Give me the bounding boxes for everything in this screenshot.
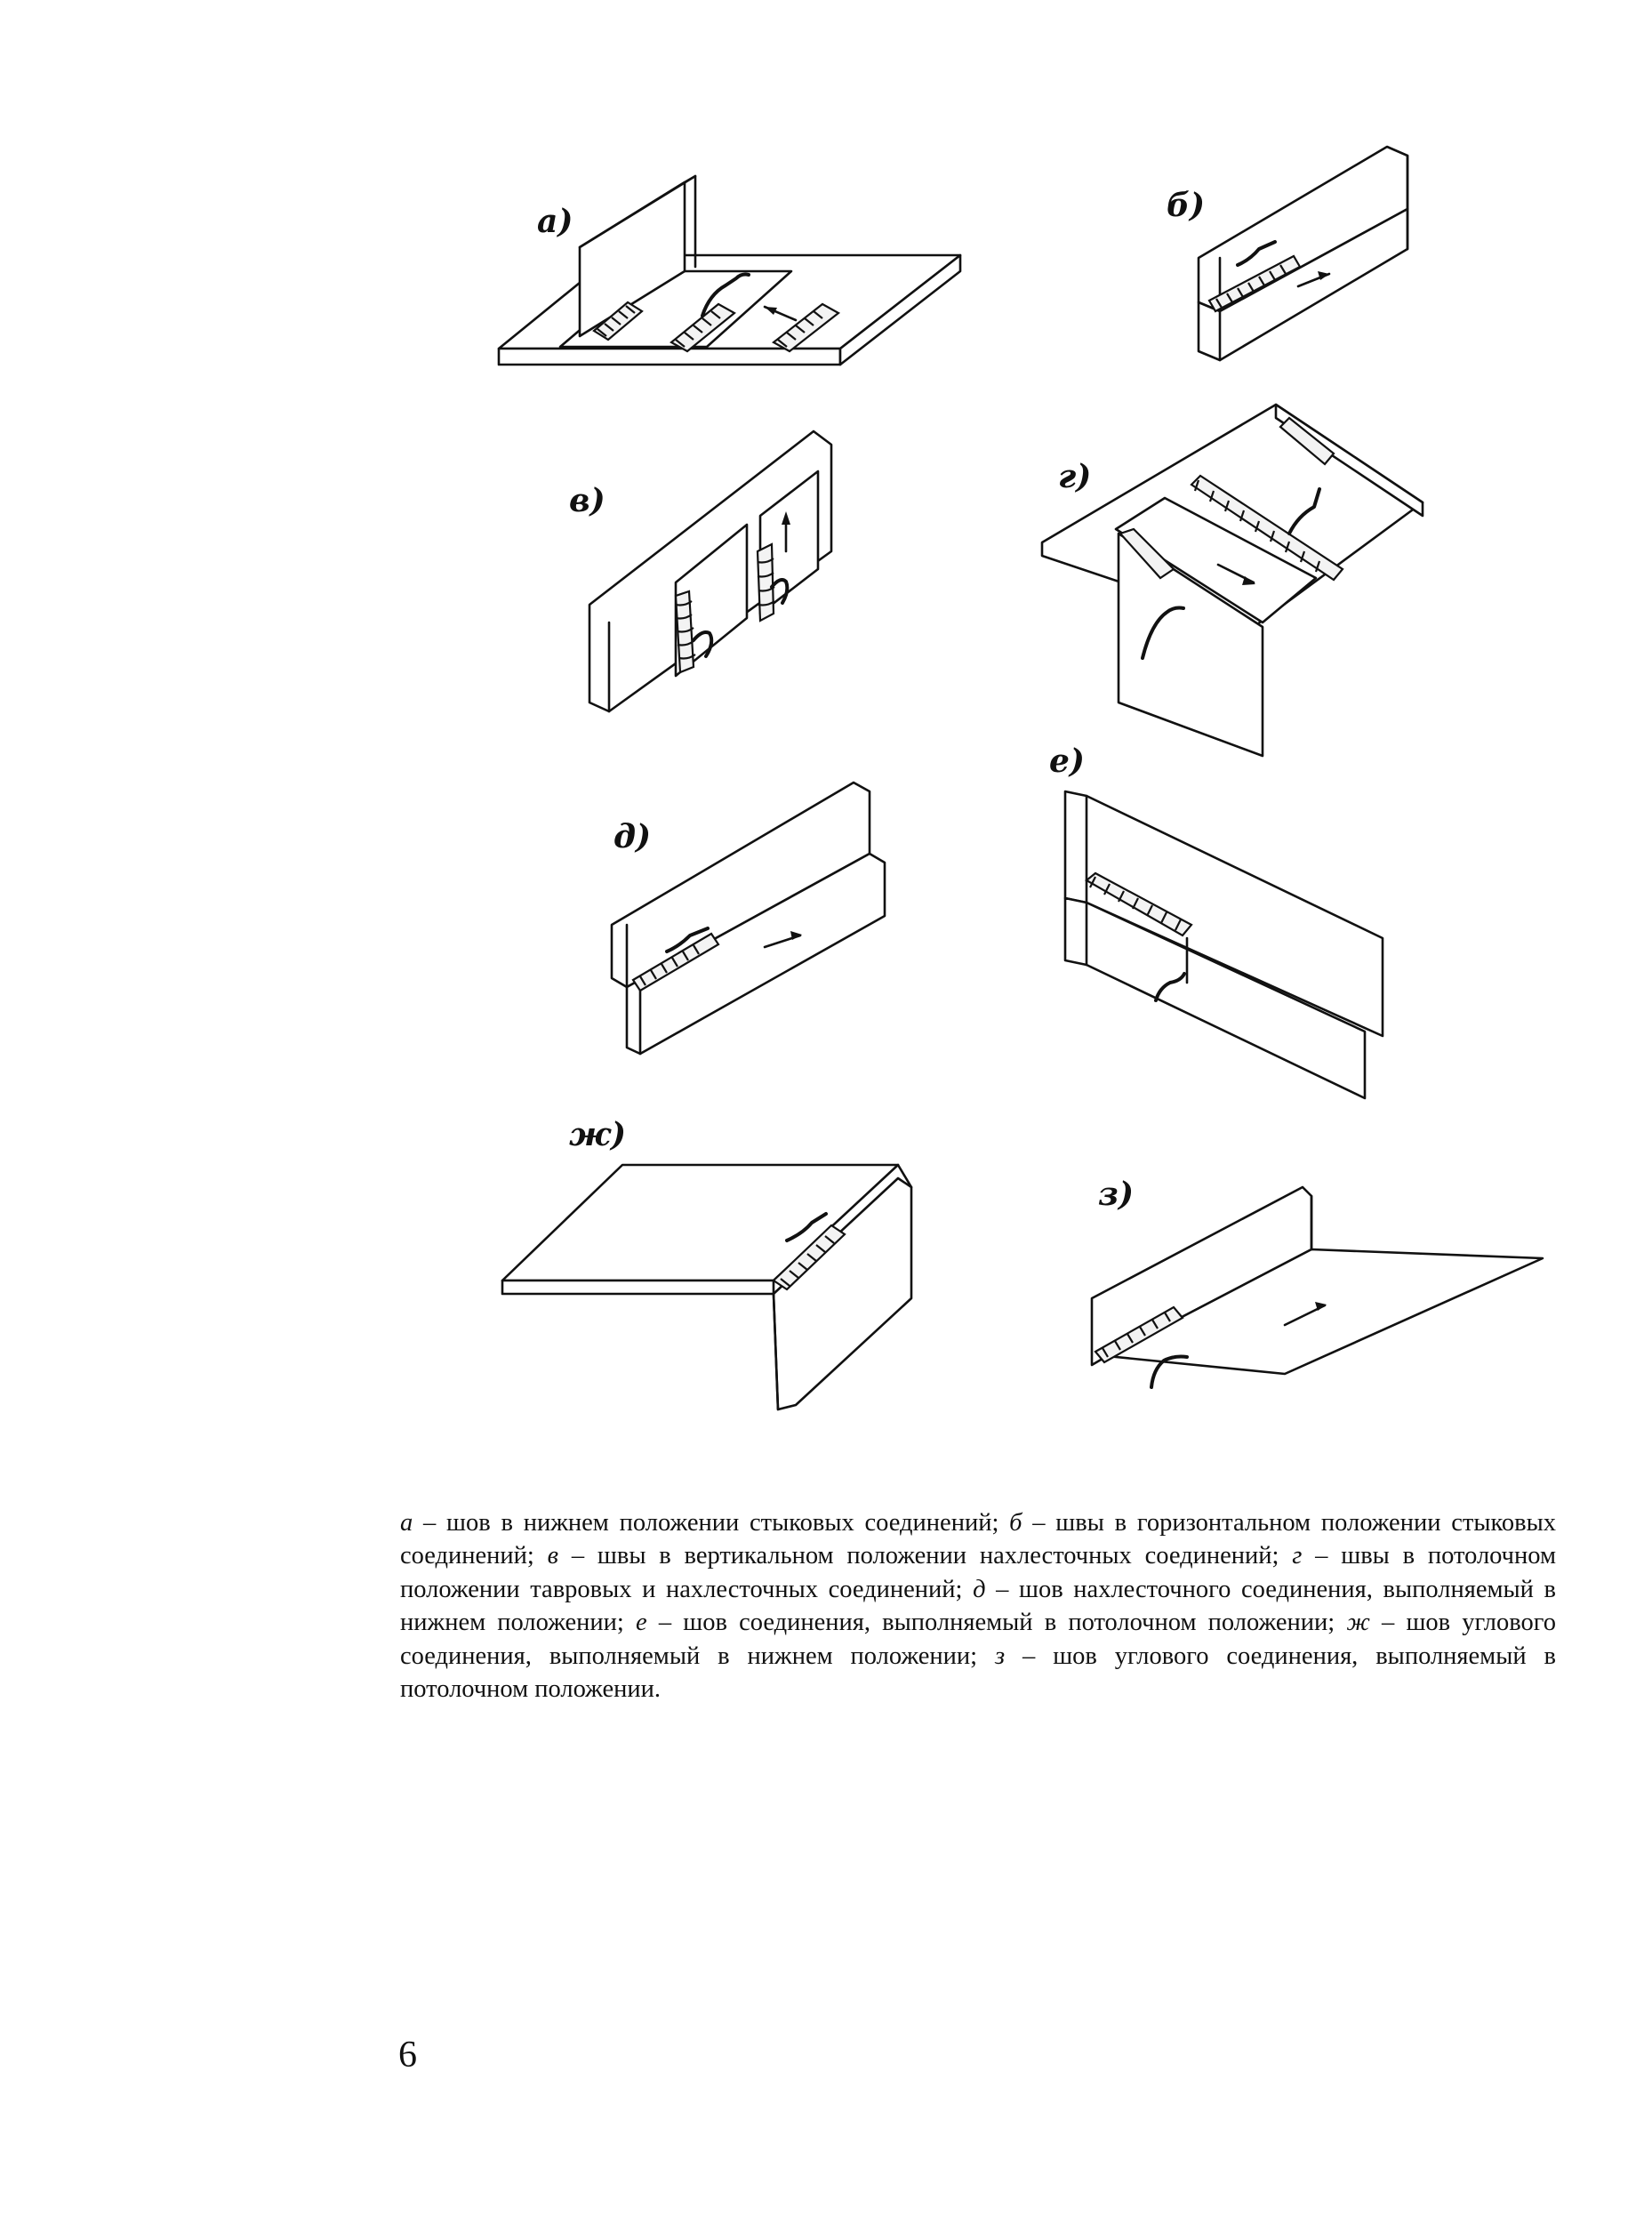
figure-caption <box>400 1506 1556 1706</box>
caption-letter-g: г – <box>1292 1542 1328 1570</box>
diagram-b <box>1199 147 1407 360</box>
label-g: г) <box>1058 458 1092 495</box>
caption-text-e: шов соединения, выполняемый в потолочном положении; <box>671 1609 1347 1636</box>
page-number: 6 <box>398 2035 417 2075</box>
caption-text-d: шов нахлесточного соединения, выполняемый в нижнем положении; <box>400 1575 1556 1636</box>
caption-text-zh: шов углового соединения, выполняемый в нижнем положении; <box>400 1609 1556 1670</box>
diagram-v <box>589 431 831 711</box>
caption-letter-v: в – <box>547 1542 585 1570</box>
label-z: з) <box>1098 1176 1135 1213</box>
diagram-d <box>612 783 885 1054</box>
caption-letter-b: б – <box>1009 1508 1046 1537</box>
diagram-z <box>1092 1187 1543 1387</box>
label-v: в) <box>569 482 605 519</box>
label-a: а) <box>537 203 573 240</box>
label-e: е) <box>1049 743 1085 780</box>
caption-text-a: шов в нижнем положении стыковых соединений; <box>436 1508 1010 1537</box>
caption-letter-e: е – <box>636 1609 672 1636</box>
caption-text-v: швы в вертикальном положении нахлесточных соединений; <box>584 1542 1293 1570</box>
label-d: д) <box>613 818 652 855</box>
diagram-g <box>1042 405 1423 756</box>
label-b: б) <box>1167 187 1206 224</box>
label-zh: ж) <box>569 1116 627 1153</box>
caption-letter-zh: ж – <box>1346 1609 1395 1636</box>
caption-letter-z: з – <box>995 1642 1036 1670</box>
caption-text-z: шов углового соединения, выполняемый в потолочном положении. <box>400 1642 1556 1703</box>
caption-text-b: швы в горизонтальном положении стыковых соединений; <box>400 1508 1556 1570</box>
diagram-e <box>1065 791 1383 1098</box>
diagram-zh <box>502 1165 911 1409</box>
caption-letter-d: д – <box>973 1575 1009 1603</box>
caption-letter-a: а – <box>400 1508 437 1537</box>
caption-text-g: швы в потолочном положении тавровых и нахлесточных соединений; <box>400 1542 1557 1603</box>
